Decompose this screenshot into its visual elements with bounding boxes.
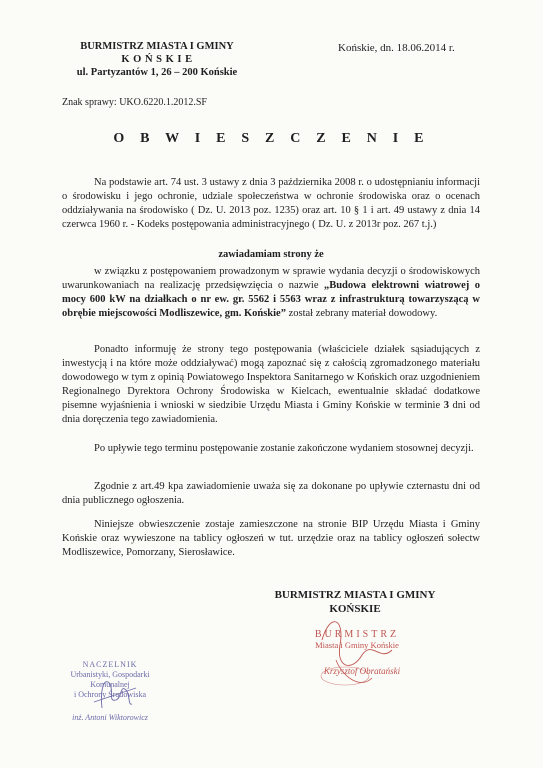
department-stamp-line3: i Ochrony Środowiska (74, 690, 146, 699)
case-reference: Znak sprawy: UKO.6220.1.2012.SF (62, 97, 207, 108)
department-stamp-line1: NACZELNIK (82, 660, 138, 669)
proceedings-text-b: został zebrany materiał dowodowy. (285, 308, 438, 319)
project-name: „Budowa elektrowni wiatrowej o mocy 600 kW na działkach o nr ew. gr. 5562 i 5563 wraz z infrastrukturą towarzyszącą w obrębie miejscowości Modliszewice, gm. Końskie” (62, 280, 480, 319)
authority-name: BURMISTRZ MIASTA I GMINY (80, 41, 234, 52)
paragraph-delivery (62, 480, 480, 508)
signature-title (250, 588, 460, 616)
paragraph-completion (62, 442, 480, 456)
completion-text: Po upływie tego terminu postępowanie zostanie zakończone wydaniem stosownej decyzji. (94, 443, 474, 454)
department-stamp (50, 660, 170, 723)
stamp-subtitle: Miasta i Gminy Końskie (315, 640, 399, 650)
authority-header (62, 40, 252, 79)
department-stamp-line2: Urbanistyki, Gospodarki Komunalnej (70, 670, 150, 689)
publication-text: Niniejsze obwieszczenie zostaje zamieszczone na stronie BIP Urzędu Miasta i Gminy Końskie oraz wywieszone na tablicy ogłoszeń w tut. urzędzie oraz na tablicy ogłoszeń sołectw Modliszewice, Pomorzany, Sierosławice. (62, 519, 480, 558)
paragraph-parties-info (62, 343, 480, 427)
document-title: O B W I E S Z C Z E N I E (113, 131, 430, 146)
paragraph-proceedings (62, 265, 480, 321)
paragraph-legal-basis (62, 176, 480, 232)
paragraph-publication (62, 518, 480, 560)
parties-info-text-a: Ponadto informuję że strony tego postępowania (właściciele działek sąsiadujących z inwestycją i na które może oddziaływać) mogą zapoznać się z całością zgromadzonego materiału dowodowego w tym z opinią Powiatowego Inspektora Sanitarnego w Końskich oraz uzgodnieniem Regionalnego Dyrektora Ochrony Środowiska w Kielcach, ewentualnie składać dodatkowe pisemne wyjaśnienia i wnioski w siedzibie Urzędu Miasta i Gminy Końskie w terminie (62, 344, 480, 411)
proceedings-text-a: w związku z postępowaniem prowadzonym w sprawie wydania decyzji o środowiskowych uwarunkowaniach na realizację przedsięwzięcia o nazwie (62, 266, 480, 291)
parties-info-text-b: dni od dnia doręczenia tego zawiadomienia. (62, 400, 481, 425)
place-date: Końskie, dn. 18.06.2014 r. (338, 42, 455, 54)
stamp-title: BURMISTRZ (314, 629, 400, 640)
signature-line1: BURMISTRZ MIASTA I GMINY (274, 589, 436, 601)
notice-heading: zawiadamiam strony że (218, 249, 324, 260)
deadline-days: 3 (443, 400, 449, 411)
department-stamp-line4: inż. Antoni Wiktorowicz (72, 713, 148, 722)
authority-address: ul. Partyzantów 1, 26 – 200 Końskie (76, 67, 238, 78)
signature-line2: KOŃSKIE (329, 603, 381, 615)
legal-basis-text: Na podstawie art. 74 ust. 3 ustawy z dnia 3 października 2008 r. o udostępnianiu informacji o środowisku i jego ochronie, udziale społeczeństwa w ochronie środowiska oraz o ocenach oddziaływania na środowisko ( Dz. U. 2013 poz. 1235) oraz art. 10 § 1 i art. 49 ustawy z dnia 14 czerwca 1960 r. - Kodeks postępowania administracyjnego ( Dz. U. z 2013r poz. 267 t.j.) (62, 177, 480, 230)
authority-city: K O Ń S K I E (121, 54, 193, 65)
stamp-name: Krzysztof Obratański (323, 666, 401, 676)
mayor-stamp (282, 629, 432, 676)
delivery-text: Zgodnie z art.49 kpa zawiadomienie uważa się za dokonane po upływie czternastu dni od dnia publicznego ogłoszenia. (62, 481, 480, 506)
